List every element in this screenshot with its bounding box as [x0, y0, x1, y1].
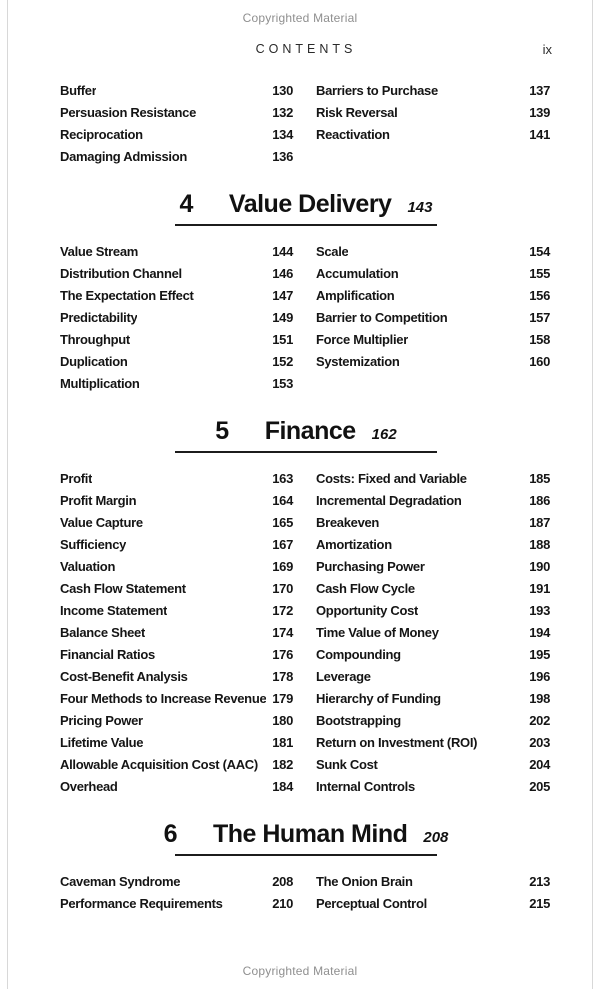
- entry-page-number: 172: [272, 603, 293, 618]
- entry-title: Return on Investment (ROI): [316, 735, 478, 750]
- entry-page-number: 163: [272, 471, 293, 486]
- page-edge-right: [592, 0, 593, 989]
- entry-title: Damaging Admission: [60, 149, 188, 164]
- toc-section: [60, 820, 552, 915]
- entry-page-number: 210: [272, 896, 293, 911]
- section-page-number: 162: [371, 426, 397, 443]
- toc-entry: [60, 893, 293, 915]
- toc-columns: [60, 871, 552, 915]
- entry-page-number: 196: [529, 669, 550, 684]
- entry-title: Hierarchy of Funding: [316, 691, 441, 706]
- toc-entry: [60, 468, 293, 490]
- toc-entry: [60, 666, 293, 688]
- entry-page-number: 174: [272, 625, 293, 640]
- toc-entry: [60, 644, 293, 666]
- entry-title: Purchasing Power: [316, 559, 425, 574]
- toc-entry: [316, 871, 550, 893]
- entry-title: Opportunity Cost: [316, 603, 419, 618]
- toc-entry: [60, 307, 293, 329]
- section-title: Value Delivery: [228, 190, 392, 218]
- entry-page-number: 191: [529, 581, 550, 596]
- entry-page-number: 186: [529, 493, 550, 508]
- entry-title: Force Multiplier: [316, 332, 408, 347]
- toc-entry: [316, 124, 550, 146]
- entry-title: Pricing Power: [60, 713, 143, 728]
- entry-title: Caveman Syndrome: [60, 874, 181, 889]
- toc-entry: [60, 146, 293, 168]
- entry-page-number: 146: [272, 266, 293, 281]
- entry-page-number: 156: [529, 288, 550, 303]
- entry-title: Profit: [60, 471, 93, 486]
- entry-page-number: 188: [529, 537, 550, 552]
- entry-title: Cost-Benefit Analysis: [60, 669, 188, 684]
- toc-column-right: [316, 241, 550, 395]
- entry-title: Reciprocation: [60, 127, 143, 142]
- toc-entry: [316, 534, 550, 556]
- toc-entry: [316, 732, 550, 754]
- toc-entry: [316, 80, 550, 102]
- toc-entry: [60, 556, 293, 578]
- toc-column-left: [60, 80, 293, 168]
- toc-entry: [60, 578, 293, 600]
- entry-page-number: 170: [272, 581, 293, 596]
- entry-title: Amplification: [316, 288, 395, 303]
- entry-page-number: 147: [272, 288, 293, 303]
- entry-page-number: 179: [272, 691, 293, 706]
- toc-column-right: [316, 80, 550, 168]
- entry-page-number: 198: [529, 691, 550, 706]
- toc-entry: [60, 329, 293, 351]
- toc-entry: [316, 754, 550, 776]
- section-number: 4: [179, 190, 193, 218]
- entry-title: Leverage: [316, 669, 371, 684]
- toc-entry: [316, 263, 550, 285]
- toc-entry: [60, 776, 293, 798]
- entry-page-number: 155: [529, 266, 550, 281]
- toc-column-right: [316, 468, 550, 798]
- entry-title: Risk Reversal: [316, 105, 398, 120]
- toc-entry: [60, 688, 293, 710]
- folio-page-number: ix: [542, 42, 552, 57]
- toc-entry: [316, 776, 550, 798]
- toc-columns: [60, 80, 552, 168]
- entry-page-number: 205: [529, 779, 550, 794]
- entry-page-number: 180: [272, 713, 293, 728]
- entry-title: Cash Flow Cycle: [316, 581, 415, 596]
- entry-page-number: 157: [529, 310, 550, 325]
- toc-entry: [60, 754, 293, 776]
- entry-page-number: 215: [529, 896, 550, 911]
- entry-page-number: 136: [272, 149, 293, 164]
- entry-title: Cash Flow Statement: [60, 581, 186, 596]
- toc-sections: [60, 80, 552, 915]
- entry-title: Profit Margin: [60, 493, 137, 508]
- entry-page-number: 137: [529, 83, 550, 98]
- entry-page-number: 169: [272, 559, 293, 574]
- toc-entry: [316, 490, 550, 512]
- entry-page-number: 158: [529, 332, 550, 347]
- page-header: [60, 42, 552, 59]
- entry-title: Balance Sheet: [60, 625, 145, 640]
- toc-entry: [60, 241, 293, 263]
- entry-title: Duplication: [60, 354, 128, 369]
- toc-entry: [60, 622, 293, 644]
- entry-title: Accumulation: [316, 266, 399, 281]
- toc-entry: [316, 102, 550, 124]
- entry-page-number: 208: [272, 874, 293, 889]
- entry-title: Four Methods to Increase Revenue: [60, 691, 267, 706]
- toc-entry: [316, 688, 550, 710]
- entry-page-number: 190: [529, 559, 550, 574]
- copyright-notice-top: Copyrighted Material: [242, 11, 358, 25]
- entry-page-number: 202: [529, 713, 550, 728]
- entry-title: Income Statement: [60, 603, 168, 618]
- toc-column-left: [60, 241, 293, 395]
- copyright-notice-bottom: Copyrighted Material: [242, 964, 358, 978]
- section-divider-rule: [175, 224, 437, 226]
- entry-title: Breakeven: [316, 515, 380, 530]
- toc-entry: [316, 578, 550, 600]
- entry-page-number: 141: [529, 127, 550, 142]
- toc-entry: [316, 666, 550, 688]
- section-heading: [60, 820, 552, 849]
- toc-section: [60, 190, 552, 395]
- section-number: 5: [215, 417, 229, 445]
- entry-title: Amortization: [316, 537, 392, 552]
- entry-page-number: 185: [529, 471, 550, 486]
- toc-entry: [316, 710, 550, 732]
- entry-page-number: 160: [529, 354, 550, 369]
- section-page-number: 143: [407, 199, 433, 216]
- entry-title: Value Capture: [60, 515, 143, 530]
- section-heading: [60, 190, 552, 219]
- toc-entry: [316, 622, 550, 644]
- entry-title: Scale: [316, 244, 349, 259]
- entry-title: Systemization: [316, 354, 400, 369]
- toc-entry: [60, 285, 293, 307]
- section-divider-rule: [175, 451, 437, 453]
- entry-page-number: 139: [529, 105, 550, 120]
- entry-page-number: 132: [272, 105, 293, 120]
- entry-page-number: 176: [272, 647, 293, 662]
- toc-entry: [316, 351, 550, 373]
- entry-title: Throughput: [60, 332, 130, 347]
- entry-title: Sufficiency: [60, 537, 127, 552]
- entry-title: Predictability: [60, 310, 138, 325]
- entry-title: The Expectation Effect: [60, 288, 194, 303]
- toc-entry: [60, 512, 293, 534]
- toc-section: [60, 417, 552, 798]
- toc-entry: [316, 468, 550, 490]
- entry-page-number: 154: [529, 244, 550, 259]
- entry-page-number: 167: [272, 537, 293, 552]
- toc-entry: [60, 373, 293, 395]
- toc-entry: [60, 710, 293, 732]
- entry-page-number: 165: [272, 515, 293, 530]
- toc-columns: [60, 241, 552, 395]
- entry-page-number: 195: [529, 647, 550, 662]
- entry-title: Multiplication: [60, 376, 140, 391]
- toc-entry: [60, 263, 293, 285]
- toc-entry: [316, 644, 550, 666]
- entry-title: Persuasion Resistance: [60, 105, 197, 120]
- toc-entry: [60, 80, 293, 102]
- entry-page-number: 194: [529, 625, 550, 640]
- toc-entry: [316, 600, 550, 622]
- entry-title: Barriers to Purchase: [316, 83, 438, 98]
- section-number: 6: [163, 820, 177, 848]
- entry-title: Allowable Acquisition Cost (AAC): [60, 757, 258, 772]
- page-content: [0, 42, 600, 915]
- entry-page-number: 193: [529, 603, 550, 618]
- entry-page-number: 152: [272, 354, 293, 369]
- toc-entry: [316, 307, 550, 329]
- entry-page-number: 134: [272, 127, 293, 142]
- entry-title: Time Value of Money: [316, 625, 439, 640]
- toc-entry: [60, 732, 293, 754]
- entry-title: Barrier to Competition: [316, 310, 448, 325]
- toc-column-left: [60, 871, 293, 915]
- toc-entry: [60, 124, 293, 146]
- entry-page-number: 151: [272, 332, 293, 347]
- entry-title: Bootstrapping: [316, 713, 401, 728]
- entry-title: Compounding: [316, 647, 401, 662]
- entry-title: Internal Controls: [316, 779, 415, 794]
- section-heading: [60, 417, 552, 446]
- entry-title: Valuation: [60, 559, 116, 574]
- toc-entry: [316, 329, 550, 351]
- toc-entry: [60, 871, 293, 893]
- entry-page-number: 130: [272, 83, 293, 98]
- toc-entry: [316, 285, 550, 307]
- toc-entry: [60, 534, 293, 556]
- toc-entry: [316, 241, 550, 263]
- entry-page-number: 203: [529, 735, 550, 750]
- toc-column-left: [60, 468, 293, 798]
- entry-title: Perceptual Control: [316, 896, 427, 911]
- entry-title: Value Stream: [60, 244, 139, 259]
- entry-title: Overhead: [60, 779, 118, 794]
- entry-title: Distribution Channel: [60, 266, 182, 281]
- entry-title: Reactivation: [316, 127, 390, 142]
- entry-title: Lifetime Value: [60, 735, 144, 750]
- entry-page-number: 182: [272, 757, 293, 772]
- entry-title: Incremental Degradation: [316, 493, 462, 508]
- toc-column-right: [316, 871, 550, 915]
- toc-entry: [316, 556, 550, 578]
- entry-title: Performance Requirements: [60, 896, 223, 911]
- entry-title: The Onion Brain: [316, 874, 413, 889]
- entry-title: Sunk Cost: [316, 757, 378, 772]
- page-title: CONTENTS: [255, 42, 357, 56]
- entry-page-number: 178: [272, 669, 293, 684]
- entry-title: Financial Ratios: [60, 647, 155, 662]
- toc-entry: [60, 102, 293, 124]
- section-title: The Human Mind: [212, 820, 408, 848]
- entry-page-number: 181: [272, 735, 293, 750]
- entry-page-number: 164: [272, 493, 293, 508]
- entry-page-number: 149: [272, 310, 293, 325]
- entry-page-number: 144: [272, 244, 293, 259]
- section-title: Finance: [264, 417, 356, 445]
- entry-page-number: 187: [529, 515, 550, 530]
- entry-page-number: 213: [529, 874, 550, 889]
- section-divider-rule: [175, 854, 437, 856]
- toc-entry: [316, 512, 550, 534]
- toc-entry: [60, 490, 293, 512]
- entry-title: Buffer: [60, 83, 97, 98]
- toc-section: [60, 80, 552, 168]
- toc-entry: [60, 600, 293, 622]
- toc-columns: [60, 468, 552, 798]
- toc-entry: [316, 893, 550, 915]
- section-page-number: 208: [423, 829, 449, 846]
- entry-title: Costs: Fixed and Variable: [316, 471, 467, 486]
- entry-page-number: 184: [272, 779, 293, 794]
- entry-page-number: 204: [529, 757, 550, 772]
- toc-entry: [60, 351, 293, 373]
- entry-page-number: 153: [272, 376, 293, 391]
- page-edge-left: [7, 0, 8, 989]
